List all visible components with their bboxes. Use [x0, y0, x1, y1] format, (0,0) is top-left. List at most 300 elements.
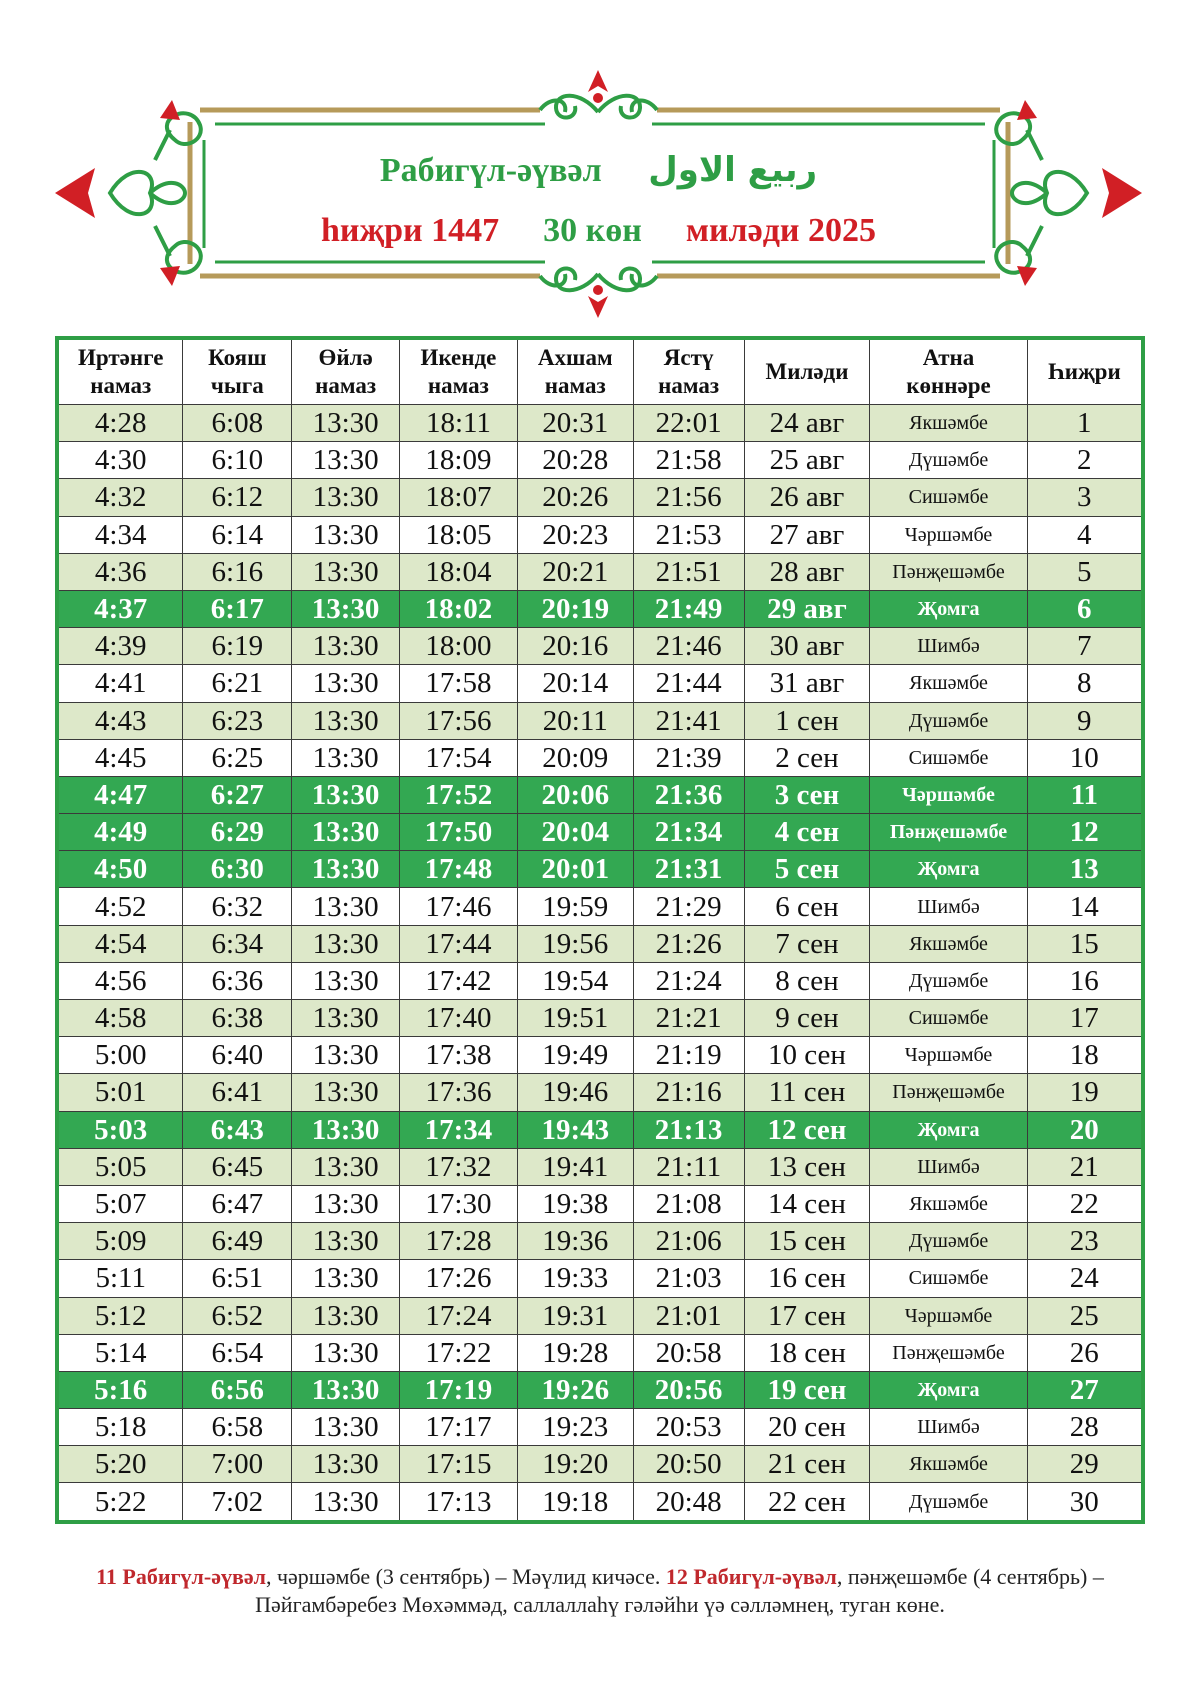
cell-sunrise: 6:56 — [183, 1371, 292, 1408]
cell-gregorian-date: 14 сен — [744, 1185, 870, 1222]
cell-asr: 17:46 — [400, 888, 518, 925]
cell-gregorian-date: 22 сен — [744, 1483, 870, 1522]
cell-weekday: Пәнҗешәмбе — [870, 553, 1027, 590]
cell-hijri-day: 17 — [1027, 1000, 1143, 1037]
cell-weekday: Җомга — [870, 590, 1027, 627]
cell-dhuhr: 13:30 — [292, 1260, 400, 1297]
cell-gregorian-date: 3 сен — [744, 776, 870, 813]
cell-asr: 17:44 — [400, 925, 518, 962]
cell-isha: 21:41 — [633, 702, 744, 739]
cell-dhuhr: 13:30 — [292, 739, 400, 776]
cell-asr: 17:30 — [400, 1185, 518, 1222]
cell-hijri-day: 19 — [1027, 1074, 1143, 1111]
cell-dhuhr: 13:30 — [292, 1371, 400, 1408]
cell-fajr: 5:18 — [57, 1409, 183, 1446]
cell-gregorian-date: 7 сен — [744, 925, 870, 962]
cell-dhuhr: 13:30 — [292, 888, 400, 925]
cell-dhuhr: 13:30 — [292, 1148, 400, 1185]
cell-fajr: 4:30 — [57, 442, 183, 479]
table-row — [57, 739, 1143, 776]
cell-isha: 21:46 — [633, 628, 744, 665]
note-1-text: , чәршәмбе (3 сентябрь) – Мәүлид кичәсе. — [265, 1564, 666, 1589]
cell-hijri-day: 23 — [1027, 1223, 1143, 1260]
column-header-line: Һиҗри — [1047, 359, 1121, 384]
cell-dhuhr: 13:30 — [292, 1297, 400, 1334]
cell-gregorian-date: 2 сен — [744, 739, 870, 776]
cell-dhuhr: 13:30 — [292, 1446, 400, 1483]
cell-maghrib: 20:26 — [517, 479, 633, 516]
cell-sunrise: 6:34 — [183, 925, 292, 962]
cell-sunrise: 6:08 — [183, 405, 292, 442]
cell-fajr: 4:45 — [57, 739, 183, 776]
cell-maghrib: 20:11 — [517, 702, 633, 739]
cell-asr: 17:56 — [400, 702, 518, 739]
column-header-line: Иртәнге — [77, 345, 164, 370]
cell-dhuhr: 13:30 — [292, 776, 400, 813]
cell-asr: 17:58 — [400, 665, 518, 702]
cell-dhuhr: 13:30 — [292, 665, 400, 702]
cell-gregorian-date: 18 сен — [744, 1334, 870, 1371]
table-row — [57, 962, 1143, 999]
note-2-text: , пәнҗешәмбе (4 сентябрь) – Пәйгамбәребез Мөхәммәд, саллаллаһү гәләйһи үә сәлләмнең, туган көне. — [255, 1564, 1104, 1617]
cell-gregorian-date: 30 авг — [744, 628, 870, 665]
table-row — [57, 1371, 1143, 1408]
column-header-line: намаз — [658, 373, 720, 398]
cell-hijri-day: 9 — [1027, 702, 1143, 739]
cell-maghrib: 19:56 — [517, 925, 633, 962]
cell-dhuhr: 13:30 — [292, 1074, 400, 1111]
hijri-year: һиҗри 1447 — [320, 212, 500, 249]
cell-weekday: Дүшәмбе — [870, 1483, 1027, 1522]
cell-isha: 21:53 — [633, 516, 744, 553]
cell-weekday: Дүшәмбе — [870, 702, 1027, 739]
cell-isha: 21:13 — [633, 1111, 744, 1148]
cell-gregorian-date: 17 сен — [744, 1297, 870, 1334]
cell-isha: 21:19 — [633, 1037, 744, 1074]
cell-weekday: Якшәмбе — [870, 1446, 1027, 1483]
cell-fajr: 4:37 — [57, 590, 183, 627]
cell-asr: 17:42 — [400, 962, 518, 999]
column-header-maghrib — [517, 338, 633, 405]
cell-hijri-day: 12 — [1027, 814, 1143, 851]
cell-asr: 17:34 — [400, 1111, 518, 1148]
month-name-arabic: ربيع الاول — [648, 150, 818, 190]
table-row — [57, 1334, 1143, 1371]
cell-maghrib: 20:14 — [517, 665, 633, 702]
table-row — [57, 888, 1143, 925]
cell-sunrise: 6:10 — [183, 442, 292, 479]
cell-gregorian-date: 6 сен — [744, 888, 870, 925]
cell-fajr: 4:32 — [57, 479, 183, 516]
cell-maghrib: 19:36 — [517, 1223, 633, 1260]
cell-fajr: 4:58 — [57, 1000, 183, 1037]
cell-fajr: 4:36 — [57, 553, 183, 590]
cell-maghrib: 19:59 — [517, 888, 633, 925]
cell-fajr: 4:50 — [57, 851, 183, 888]
cell-weekday: Якшәмбе — [870, 1185, 1027, 1222]
cell-gregorian-date: 13 сен — [744, 1148, 870, 1185]
table-row — [57, 628, 1143, 665]
cell-hijri-day: 4 — [1027, 516, 1143, 553]
cell-weekday: Җомга — [870, 1111, 1027, 1148]
cell-gregorian-date: 12 сен — [744, 1111, 870, 1148]
table-row — [57, 1483, 1143, 1522]
cell-dhuhr: 13:30 — [292, 702, 400, 739]
cell-maghrib: 19:38 — [517, 1185, 633, 1222]
cell-hijri-day: 11 — [1027, 776, 1143, 813]
cell-dhuhr: 13:30 — [292, 925, 400, 962]
cell-asr: 17:17 — [400, 1409, 518, 1446]
cell-weekday: Шимбә — [870, 1148, 1027, 1185]
cell-hijri-day: 10 — [1027, 739, 1143, 776]
cell-sunrise: 6:27 — [183, 776, 292, 813]
year-line — [0, 212, 1197, 250]
cell-maghrib: 20:09 — [517, 739, 633, 776]
month-name-tatar: Рабигүл-әүвәл — [379, 152, 602, 189]
cell-sunrise: 6:21 — [183, 665, 292, 702]
column-header-dhuhr — [292, 338, 400, 405]
cell-asr: 17:28 — [400, 1223, 518, 1260]
cell-dhuhr: 13:30 — [292, 962, 400, 999]
cell-maghrib: 20:23 — [517, 516, 633, 553]
cell-weekday: Сишәмбе — [870, 1260, 1027, 1297]
table-row — [57, 1260, 1143, 1297]
cell-asr: 17:19 — [400, 1371, 518, 1408]
cell-gregorian-date: 15 сен — [744, 1223, 870, 1260]
cell-dhuhr: 13:30 — [292, 1185, 400, 1222]
cell-asr: 17:54 — [400, 739, 518, 776]
cell-dhuhr: 13:30 — [292, 553, 400, 590]
column-header-line: Икенде — [420, 345, 497, 370]
column-header-line: Кояш — [208, 345, 267, 370]
cell-sunrise: 7:00 — [183, 1446, 292, 1483]
cell-hijri-day: 27 — [1027, 1371, 1143, 1408]
cell-weekday: Якшәмбе — [870, 405, 1027, 442]
cell-asr: 18:07 — [400, 479, 518, 516]
cell-gregorian-date: 29 авг — [744, 590, 870, 627]
cell-gregorian-date: 28 авг — [744, 553, 870, 590]
cell-asr: 18:04 — [400, 553, 518, 590]
table-body — [57, 405, 1143, 1522]
prayer-timetable — [55, 336, 1145, 1524]
cell-isha: 21:26 — [633, 925, 744, 962]
cell-fajr: 4:39 — [57, 628, 183, 665]
cell-weekday: Дүшәмбе — [870, 1223, 1027, 1260]
column-header-line: намаз — [427, 373, 489, 398]
cell-weekday: Җомга — [870, 851, 1027, 888]
cell-fajr: 4:34 — [57, 516, 183, 553]
column-header-line: Атна — [922, 345, 975, 370]
cell-gregorian-date: 1 сен — [744, 702, 870, 739]
table-row — [57, 814, 1143, 851]
cell-weekday: Шимбә — [870, 888, 1027, 925]
cell-fajr: 5:16 — [57, 1371, 183, 1408]
cell-hijri-day: 21 — [1027, 1148, 1143, 1185]
table-header-row — [57, 338, 1143, 405]
cell-maghrib: 20:04 — [517, 814, 633, 851]
cell-hijri-day: 8 — [1027, 665, 1143, 702]
cell-maghrib: 20:21 — [517, 553, 633, 590]
cell-fajr: 4:41 — [57, 665, 183, 702]
column-header-line: намаз — [544, 373, 606, 398]
column-header-asr — [400, 338, 518, 405]
cell-maghrib: 19:26 — [517, 1371, 633, 1408]
cell-fajr: 5:05 — [57, 1148, 183, 1185]
cell-sunrise: 6:23 — [183, 702, 292, 739]
table-row — [57, 925, 1143, 962]
cell-asr: 18:11 — [400, 405, 518, 442]
cell-maghrib: 19:33 — [517, 1260, 633, 1297]
cell-hijri-day: 2 — [1027, 442, 1143, 479]
column-header-hijri-day — [1027, 338, 1143, 405]
cell-sunrise: 6:30 — [183, 851, 292, 888]
table-row — [57, 1297, 1143, 1334]
cell-dhuhr: 13:30 — [292, 405, 400, 442]
cell-maghrib: 19:20 — [517, 1446, 633, 1483]
column-header-sunrise — [183, 338, 292, 405]
cell-gregorian-date: 31 авг — [744, 665, 870, 702]
cell-hijri-day: 6 — [1027, 590, 1143, 627]
cell-maghrib: 19:23 — [517, 1409, 633, 1446]
cell-isha: 21:58 — [633, 442, 744, 479]
cell-sunrise: 6:25 — [183, 739, 292, 776]
column-header-line: Миләди — [765, 359, 849, 384]
cell-maghrib: 20:06 — [517, 776, 633, 813]
cell-hijri-day: 13 — [1027, 851, 1143, 888]
cell-hijri-day: 7 — [1027, 628, 1143, 665]
cell-sunrise: 6:19 — [183, 628, 292, 665]
cell-asr: 17:38 — [400, 1037, 518, 1074]
cell-dhuhr: 13:30 — [292, 1111, 400, 1148]
cell-gregorian-date: 21 сен — [744, 1446, 870, 1483]
cell-hijri-day: 26 — [1027, 1334, 1143, 1371]
cell-isha: 21:11 — [633, 1148, 744, 1185]
cell-sunrise: 6:52 — [183, 1297, 292, 1334]
cell-gregorian-date: 16 сен — [744, 1260, 870, 1297]
cell-gregorian-date: 27 авг — [744, 516, 870, 553]
cell-fajr: 5:01 — [57, 1074, 183, 1111]
cell-fajr: 5:09 — [57, 1223, 183, 1260]
cell-hijri-day: 3 — [1027, 479, 1143, 516]
cell-hijri-day: 18 — [1027, 1037, 1143, 1074]
cell-isha: 21:36 — [633, 776, 744, 813]
cell-isha: 21:16 — [633, 1074, 744, 1111]
cell-asr: 17:24 — [400, 1297, 518, 1334]
cell-asr: 17:36 — [400, 1074, 518, 1111]
cell-gregorian-date: 20 сен — [744, 1409, 870, 1446]
cell-isha: 21:06 — [633, 1223, 744, 1260]
cell-isha: 21:01 — [633, 1297, 744, 1334]
cell-maghrib: 20:16 — [517, 628, 633, 665]
header-ornament — [0, 0, 1197, 330]
footer-note — [60, 1563, 1140, 1619]
cell-sunrise: 6:47 — [183, 1185, 292, 1222]
cell-isha: 20:50 — [633, 1446, 744, 1483]
cell-sunrise: 6:32 — [183, 888, 292, 925]
cell-sunrise: 6:36 — [183, 962, 292, 999]
cell-maghrib: 20:31 — [517, 405, 633, 442]
cell-maghrib: 19:31 — [517, 1297, 633, 1334]
cell-isha: 20:53 — [633, 1409, 744, 1446]
cell-isha: 21:31 — [633, 851, 744, 888]
cell-asr: 17:32 — [400, 1148, 518, 1185]
cell-fajr: 4:52 — [57, 888, 183, 925]
cell-dhuhr: 13:30 — [292, 1000, 400, 1037]
cell-maghrib: 19:18 — [517, 1483, 633, 1522]
table-row — [57, 1037, 1143, 1074]
column-header-line: намаз — [315, 373, 377, 398]
cell-isha: 22:01 — [633, 405, 744, 442]
cell-hijri-day: 28 — [1027, 1409, 1143, 1446]
table-row — [57, 516, 1143, 553]
cell-dhuhr: 13:30 — [292, 1409, 400, 1446]
cell-asr: 17:52 — [400, 776, 518, 813]
cell-asr: 18:00 — [400, 628, 518, 665]
table-row — [57, 1000, 1143, 1037]
cell-fajr: 4:28 — [57, 405, 183, 442]
cell-weekday: Җомга — [870, 1371, 1027, 1408]
cell-dhuhr: 13:30 — [292, 442, 400, 479]
cell-maghrib: 19:41 — [517, 1148, 633, 1185]
days-count: 30 көн — [543, 212, 642, 249]
cell-isha: 21:21 — [633, 1000, 744, 1037]
note-2-date: 12 Рабигүл-әүвәл — [665, 1564, 837, 1589]
gregorian-year: миләди 2025 — [685, 212, 877, 249]
cell-fajr: 5:00 — [57, 1037, 183, 1074]
table-row — [57, 1185, 1143, 1222]
cell-dhuhr: 13:30 — [292, 851, 400, 888]
note-1-date: 11 Рабигүл-әүвәл — [96, 1564, 266, 1589]
cell-gregorian-date: 26 авг — [744, 479, 870, 516]
cell-maghrib: 19:46 — [517, 1074, 633, 1111]
column-header-line: Ахшам — [537, 345, 613, 370]
cell-fajr: 5:03 — [57, 1111, 183, 1148]
cell-sunrise: 7:02 — [183, 1483, 292, 1522]
cell-asr: 18:02 — [400, 590, 518, 627]
cell-sunrise: 6:40 — [183, 1037, 292, 1074]
cell-gregorian-date: 25 авг — [744, 442, 870, 479]
cell-dhuhr: 13:30 — [292, 516, 400, 553]
table-row — [57, 479, 1143, 516]
cell-hijri-day: 1 — [1027, 405, 1143, 442]
cell-fajr: 4:43 — [57, 702, 183, 739]
cell-sunrise: 6:38 — [183, 1000, 292, 1037]
cell-sunrise: 6:16 — [183, 553, 292, 590]
column-header-line: көннәре — [906, 373, 991, 398]
cell-weekday: Дүшәмбе — [870, 962, 1027, 999]
cell-maghrib: 19:43 — [517, 1111, 633, 1148]
table-row — [57, 405, 1143, 442]
cell-weekday: Сишәмбе — [870, 1000, 1027, 1037]
cell-sunrise: 6:43 — [183, 1111, 292, 1148]
cell-weekday: Шимбә — [870, 1409, 1027, 1446]
cell-hijri-day: 16 — [1027, 962, 1143, 999]
cell-asr: 17:26 — [400, 1260, 518, 1297]
cell-hijri-day: 25 — [1027, 1297, 1143, 1334]
cell-hijri-day: 15 — [1027, 925, 1143, 962]
cell-asr: 17:40 — [400, 1000, 518, 1037]
cell-maghrib: 19:28 — [517, 1334, 633, 1371]
cell-weekday: Шимбә — [870, 628, 1027, 665]
table-row — [57, 776, 1143, 813]
cell-isha: 21:56 — [633, 479, 744, 516]
cell-isha: 21:39 — [633, 739, 744, 776]
cell-hijri-day: 14 — [1027, 888, 1143, 925]
cell-gregorian-date: 10 сен — [744, 1037, 870, 1074]
cell-weekday: Пәнҗешәмбе — [870, 1334, 1027, 1371]
cell-isha: 20:58 — [633, 1334, 744, 1371]
cell-fajr: 5:22 — [57, 1483, 183, 1522]
cell-fajr: 5:20 — [57, 1446, 183, 1483]
column-header-line: чыга — [210, 373, 264, 398]
cell-sunrise: 6:58 — [183, 1409, 292, 1446]
table-row — [57, 1111, 1143, 1148]
table-row — [57, 590, 1143, 627]
column-header-line: намаз — [90, 373, 152, 398]
cell-gregorian-date: 5 сен — [744, 851, 870, 888]
cell-weekday: Дүшәмбе — [870, 442, 1027, 479]
month-title — [0, 150, 1197, 190]
cell-isha: 21:03 — [633, 1260, 744, 1297]
cell-isha: 21:51 — [633, 553, 744, 590]
table-row — [57, 442, 1143, 479]
cell-fajr: 5:14 — [57, 1334, 183, 1371]
cell-isha: 21:24 — [633, 962, 744, 999]
cell-dhuhr: 13:30 — [292, 1037, 400, 1074]
cell-isha: 21:29 — [633, 888, 744, 925]
cell-fajr: 5:07 — [57, 1185, 183, 1222]
table-row — [57, 1446, 1143, 1483]
cell-isha: 20:48 — [633, 1483, 744, 1522]
cell-fajr: 4:54 — [57, 925, 183, 962]
cell-sunrise: 6:45 — [183, 1148, 292, 1185]
table-row — [57, 1223, 1143, 1260]
cell-weekday: Якшәмбе — [870, 925, 1027, 962]
table-row — [57, 1148, 1143, 1185]
cell-sunrise: 6:29 — [183, 814, 292, 851]
cell-asr: 18:05 — [400, 516, 518, 553]
cell-fajr: 4:56 — [57, 962, 183, 999]
cell-maghrib: 19:51 — [517, 1000, 633, 1037]
cell-hijri-day: 22 — [1027, 1185, 1143, 1222]
cell-isha: 21:34 — [633, 814, 744, 851]
cell-gregorian-date: 4 сен — [744, 814, 870, 851]
cell-hijri-day: 5 — [1027, 553, 1143, 590]
table-row — [57, 1074, 1143, 1111]
column-header-gregorian-date — [744, 338, 870, 405]
cell-sunrise: 6:12 — [183, 479, 292, 516]
cell-fajr: 4:47 — [57, 776, 183, 813]
cell-weekday: Пәнҗешәмбе — [870, 1074, 1027, 1111]
cell-sunrise: 6:54 — [183, 1334, 292, 1371]
cell-isha: 21:44 — [633, 665, 744, 702]
cell-maghrib: 20:19 — [517, 590, 633, 627]
cell-asr: 17:13 — [400, 1483, 518, 1522]
cell-dhuhr: 13:30 — [292, 590, 400, 627]
table-row — [57, 1409, 1143, 1446]
cell-gregorian-date: 24 авг — [744, 405, 870, 442]
cell-weekday: Чәршәмбе — [870, 1037, 1027, 1074]
cell-hijri-day: 30 — [1027, 1483, 1143, 1522]
cell-dhuhr: 13:30 — [292, 479, 400, 516]
cell-dhuhr: 13:30 — [292, 1483, 400, 1522]
column-header-line: Өйлә — [318, 345, 373, 370]
column-header-fajr — [57, 338, 183, 405]
cell-isha: 20:56 — [633, 1371, 744, 1408]
cell-hijri-day: 29 — [1027, 1446, 1143, 1483]
table-row — [57, 665, 1143, 702]
cell-maghrib: 20:01 — [517, 851, 633, 888]
